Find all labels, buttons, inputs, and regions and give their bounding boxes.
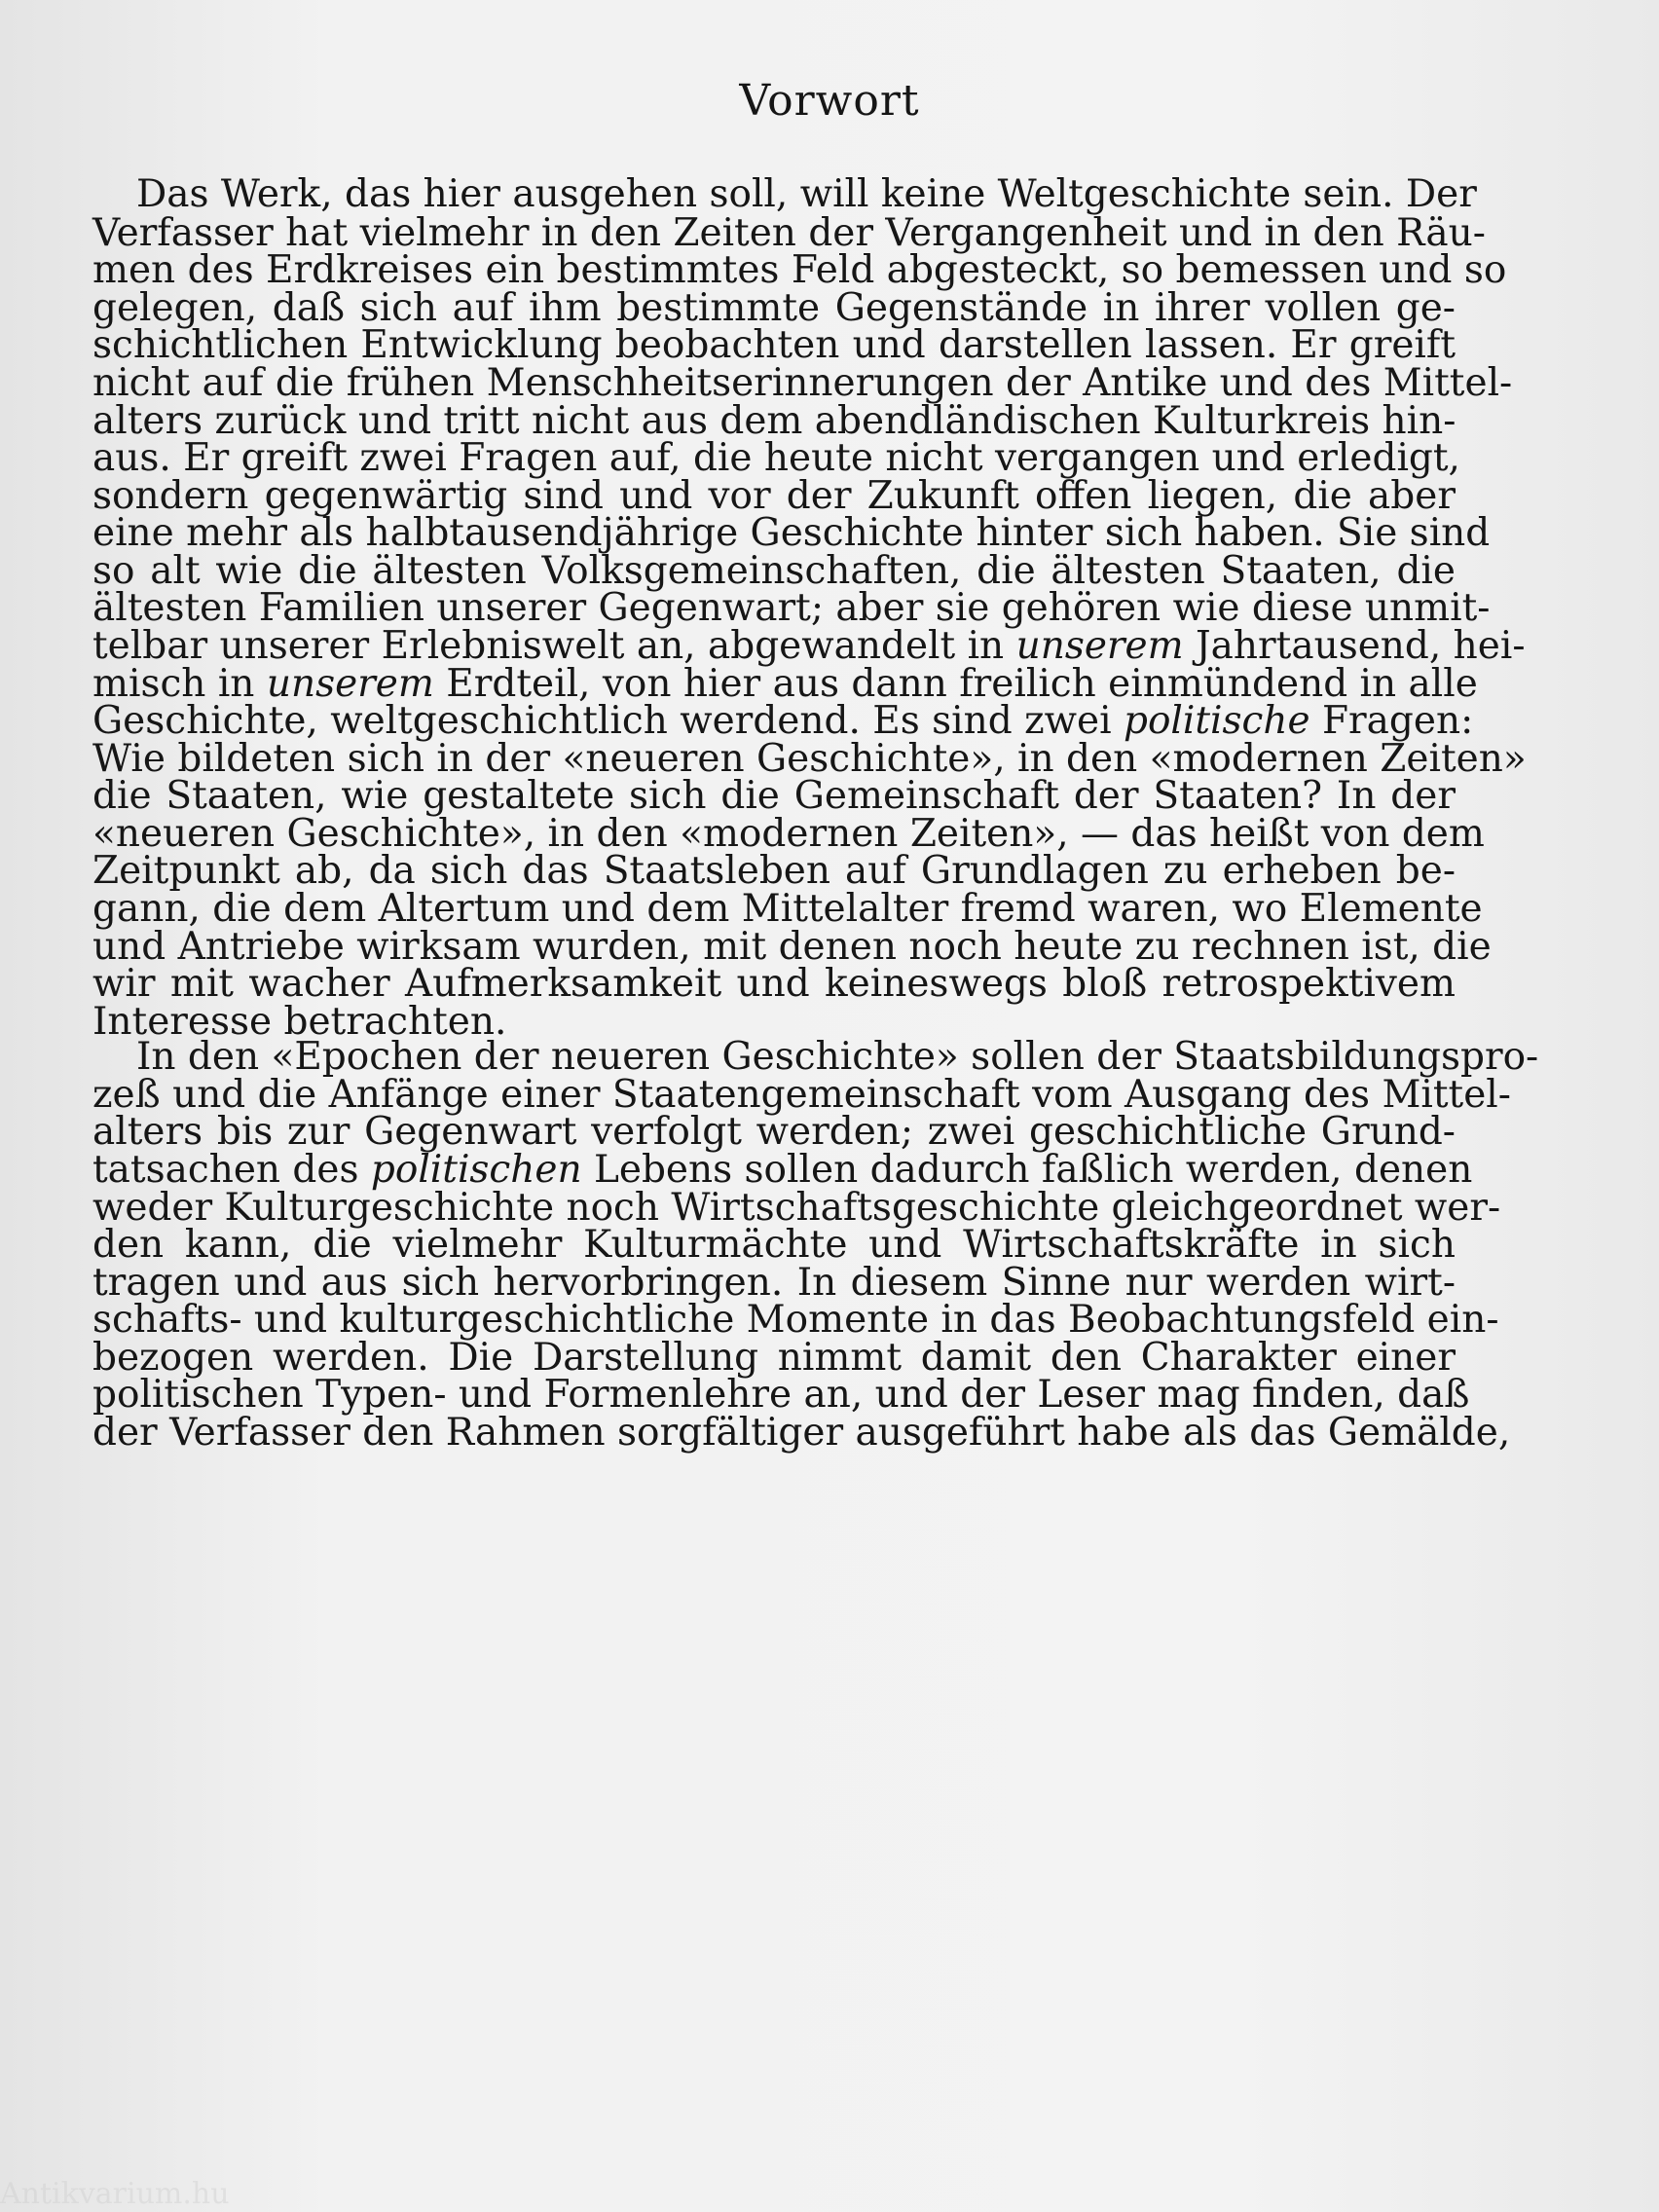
- text-line: men des Erdkreises ein bestimmtes Feld abgesteckt, so bemessen und so: [92, 248, 1507, 292]
- text-line: ältesten Familien unserer Gegenwart; aber sie gehören wie diese unmit-: [92, 586, 1491, 630]
- text-line: tragen und aus sich hervorbringen. In diesem Sinne nur werden wirt-: [92, 1261, 1456, 1305]
- text-line: Das Werk, das hier ausgehen soll, will keine Weltgeschichte sein. Der: [136, 172, 1477, 216]
- text-line: In den «Epochen der neueren Geschichte» sollen der Staatsbildungspro-: [136, 1035, 1539, 1079]
- text-line: der Verfasser den Rahmen sorgfältiger ausgeführt habe als das Gemälde,: [92, 1411, 1511, 1455]
- text-line: eine mehr als halbtausendjährige Geschichte hinter sich haben. Sie sind: [92, 511, 1491, 555]
- text-line: aus. Er greift zwei Fragen auf, die heute nicht vergangen und erledigt,: [92, 436, 1460, 480]
- text-line: bezogen werden. Die Darstellung nimmt damit den Charakter einer: [92, 1336, 1456, 1380]
- text-line: die Staaten, wie gestaltete sich die Gemeinschaft der Staaten? In der: [92, 774, 1456, 818]
- text-line: Zeitpunkt ab, da sich das Staatsleben auf Grundlagen zu erheben be-: [92, 849, 1456, 893]
- text-line: Wie bildeten sich in der «neueren Geschichte», in den «modernen Zeiten»: [92, 737, 1527, 781]
- text-line: sondern gegenwärtig sind und vor der Zukunft offen liegen, die aber: [92, 474, 1456, 518]
- text-line: weder Kulturgeschichte noch Wirtschaftsgeschichte gleichgeordnet wer-: [92, 1186, 1501, 1230]
- text-line: Geschichte, weltgeschichtlich werdend. Es sind zwei politische Fragen:: [92, 699, 1474, 743]
- text-line: nicht auf die frühen Menschheitserinnerungen der Antike und des Mittel-: [92, 361, 1513, 405]
- text-line: wir mit wacher Aufmerksamkeit und keineswegs bloß retrospektivem: [92, 962, 1456, 1006]
- text-line: schafts- und kulturgeschichtliche Momente in das Beobachtungsfeld ein-: [92, 1298, 1499, 1342]
- text-line: und Antriebe wirksam wurden, mit denen noch heute zu rechnen ist, die: [92, 925, 1492, 969]
- text-line: alters bis zur Gegenwart verfolgt werden; zwei geschichtliche Grund-: [92, 1110, 1456, 1154]
- text-line: gelegen, daß sich auf ihm bestimmte Gegenstände in ihrer vollen ge-: [92, 286, 1456, 330]
- text-line: tatsachen des politischen Lebens sollen dadurch faßlich werden, denen: [92, 1148, 1473, 1192]
- text-line: Verfasser hat vielmehr in den Zeiten der Vergangenheit und in den Räu-: [92, 211, 1486, 255]
- text-line: gann, die dem Altertum und dem Mittelalter fremd waren, wo Elemente: [92, 887, 1483, 931]
- text-line: alters zurück und tritt nicht aus dem abendländischen Kulturkreis hin-: [92, 399, 1456, 443]
- watermark: Antikvarium.hu: [0, 2177, 230, 2211]
- text-line: misch in unserem Erdteil, von hier aus dann freilich einmündend in alle: [92, 662, 1478, 706]
- text-line: zeß und die Anfänge einer Staatengemeinschaft vom Ausgang des Mittel-: [92, 1073, 1511, 1117]
- page-title: Vorwort: [739, 76, 920, 126]
- text-line: Interesse betrachten.: [92, 1000, 507, 1044]
- text-line: so alt wie die ältesten Volksgemeinschaften, die ältesten Staaten, die: [92, 549, 1456, 593]
- text-line: telbar unserer Erlebniswelt an, abgewandelt in unserem Jahrtausend, hei-: [92, 624, 1526, 668]
- text-line: den kann, die vielmehr Kulturmächte und Wirtschaftskräfte in sich: [92, 1223, 1456, 1267]
- text-line: «neueren Geschichte», in den «modernen Zeiten», — das heißt von dem: [92, 812, 1485, 856]
- text-line: politischen Typen- und Formenlehre an, und der Leser mag finden, daß: [92, 1373, 1470, 1417]
- text-line: schichtlichen Entwicklung beobachten und darstellen lassen. Er greift: [92, 323, 1456, 367]
